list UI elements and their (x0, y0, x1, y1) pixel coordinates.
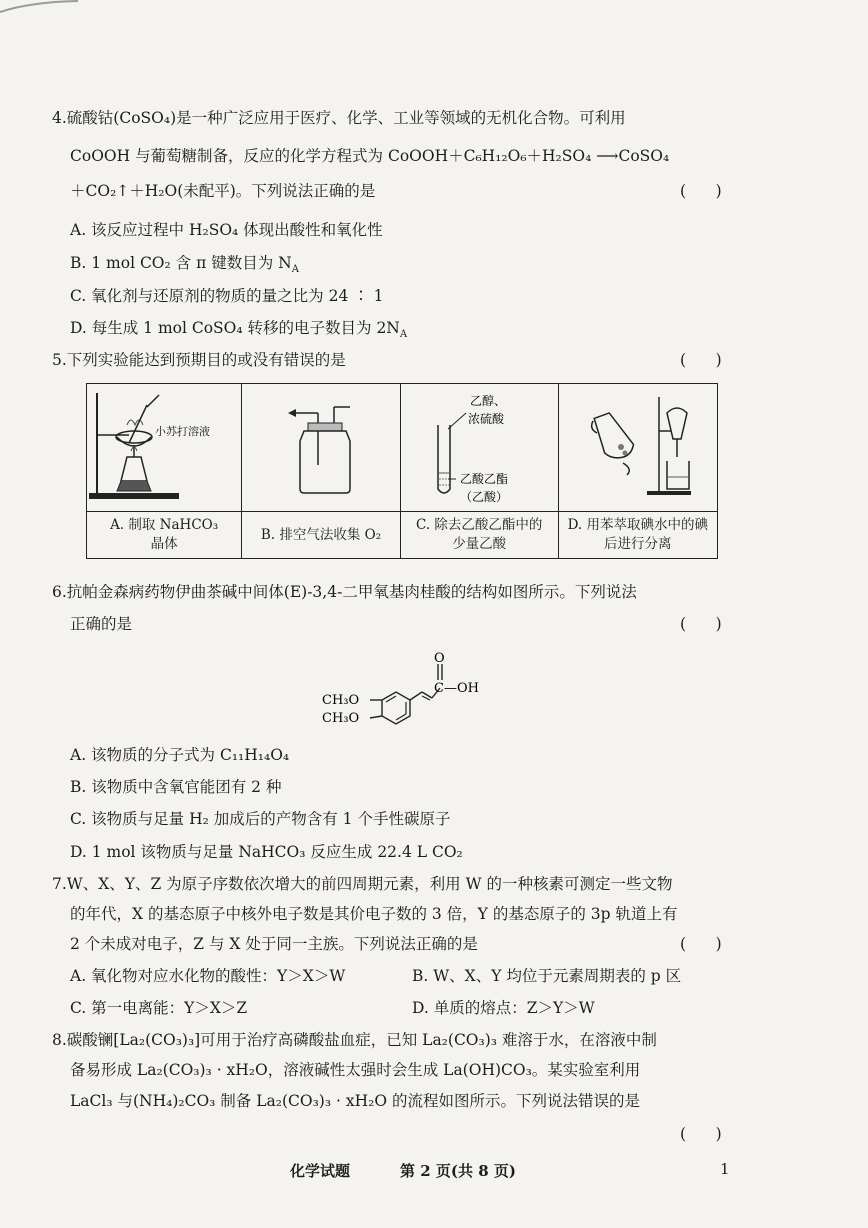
q6-option-d: D. 1 mol 该物质与足量 NaHCO₃ 反应生成 22.4 L CO₂ (70, 843, 463, 861)
q7-option-a: A. 氧化物对应水化物的酸性：Y＞X＞W (70, 967, 346, 985)
q4-option-d-sub: A (399, 329, 408, 341)
footer-corner-number: 1 (720, 1160, 730, 1178)
dimethoxycinnamic-acid-structure (318, 652, 498, 742)
footer-page-number: 第 2 页(共 8 页) (400, 1162, 516, 1180)
q7-option-d: D. 单质的熔点：Z＞Y＞W (412, 999, 595, 1017)
q4-option-d (70, 318, 407, 345)
q5-cap-c-line1: C. 除去乙酸乙酯中的 (415, 517, 543, 533)
q5-option-d-caption (558, 512, 717, 559)
gas-collection-bottle-figure (246, 385, 396, 507)
q7-stem-line2: 的年代，X 的基态原子中核外电子数是其价电子数的 3 倍，Y 的基态原子的 3p 轨道上有 (70, 905, 678, 923)
q5-cap-b: B. 排空气法收集 O₂ (260, 526, 382, 543)
q6-answer-paren: ( ) (680, 615, 722, 633)
q5-stem: 5.下列实验能达到预期目的或没有错误的是 (52, 351, 346, 369)
q4-option-d-text: D. 每生成 1 mol CoSO₄ 转移的电子数目为 2N (70, 319, 400, 337)
q5-figure-c (400, 384, 558, 512)
q4-option-c: C. 氧化剂与还原剂的物质的量之比为 24 ∶ 1 (70, 287, 384, 305)
q7-option-b: B. W、X、Y 均位于元素周期表的 p 区 (412, 967, 682, 985)
q7-stem-line1: 7.W、X、Y、Z 为原子序数依次增大的前四周期元素，利用 W 的一种核素可测定一些文物 (52, 875, 673, 893)
evaporation-apparatus-figure (89, 385, 239, 507)
separatory-funnel-figure (563, 385, 713, 507)
q5-cap-a-line1: A. 制取 NaHCO₃ (110, 517, 219, 533)
label-conc-sulfuric-acid: 浓硫酸 (468, 411, 505, 426)
q7-stem-line3: 2 个未成对电子，Z 与 X 处于同一主族。下列说法正确的是 (70, 935, 478, 953)
q6-option-a: A. 该物质的分子式为 C₁₁H₁₄O₄ (70, 746, 290, 764)
label-acetic-acid: （乙酸） (460, 489, 509, 504)
q5-experiment-table (86, 383, 718, 559)
q7-answer-paren: ( ) (680, 935, 722, 953)
q7-option-c: C. 第一电离能：Y＞X＞Z (70, 999, 248, 1017)
q5-figure-d (558, 384, 717, 512)
methoxy-label-1: CH₃O (322, 693, 360, 708)
q5-cap-d-line1: D. 用苯萃取碘水中的碘 (567, 517, 708, 533)
q4-answer-paren: ( ) (680, 182, 722, 200)
q4-stem-line2: CoOOH 与葡萄糖制备，反应的化学方程式为 CoOOH＋C₆H₁₂O₆＋H₂SO₄ ⟶CoSO₄ (70, 147, 670, 165)
methoxy-label-2: CH₃O (322, 711, 360, 726)
q5-cap-c-line2: 少量乙酸 (452, 536, 507, 552)
q4-stem-line1: 4.硫酸钴(CoSO₄)是一种广泛应用于医疗、化学、工业等领域的无机化合物。可利用 (52, 109, 626, 127)
q4-option-b-sub: A (291, 264, 299, 276)
label-ethanol: 乙醇、 (470, 393, 507, 408)
q8-stem-line2: 备易形成 La₂(CO₃)₃ · xH₂O，溶液碱性太强时会生成 La(OH)CO₃。某实验室利用 (70, 1061, 641, 1079)
q4-option-a: A. 该反应过程中 H₂SO₄ 体现出酸性和氧化性 (70, 221, 383, 239)
q4-option-b (70, 253, 299, 280)
q6-option-c: C. 该物质与足量 H₂ 加成后的产物含有 1 个手性碳原子 (70, 810, 451, 828)
q5-answer-paren: ( ) (680, 351, 722, 369)
carboxyl-group-label: C—OH (434, 681, 479, 696)
q6-stem-line2: 正确的是 (70, 615, 133, 633)
q5-cap-a-line2: 晶体 (150, 536, 178, 552)
test-tube-figure (404, 385, 554, 507)
q5-option-c-caption (400, 512, 558, 559)
carbonyl-oxygen-label: O (434, 652, 445, 666)
q5-figure-a (87, 384, 242, 512)
footer-subject: 化学试题 (290, 1162, 351, 1180)
q6-option-b: B. 该物质中含氧官能团有 2 种 (70, 778, 282, 796)
q4-stem-line3: ＋CO₂↑＋H₂O(未配平)。下列说法正确的是 (70, 182, 376, 200)
page-corner-mark (0, 0, 80, 14)
q5-option-a-caption (87, 512, 242, 559)
label-ethyl-acetate: 乙酸乙酯 (460, 471, 509, 486)
q5-option-b-caption (242, 512, 401, 559)
q8-stem-line1: 8.碳酸镧[La₂(CO₃)₃]可用于治疗高磷酸盐血症，已知 La₂(CO₃)₃ 难溶于水，在溶液中制 (52, 1031, 657, 1049)
label-baking-soda-solution: 小苏打溶液 (155, 424, 211, 438)
q4-option-b-text: B. 1 mol CO₂ 含 π 键数目为 N (70, 254, 292, 272)
q5-cap-d-line2: 后进行分离 (604, 536, 672, 552)
q8-answer-paren: ( ) (680, 1125, 722, 1143)
q8-stem-line3: LaCl₃ 与(NH₄)₂CO₃ 制备 La₂(CO₃)₃ · xH₂O 的流程如图所示。下列说法错误的是 (70, 1092, 640, 1110)
q5-figure-b (242, 384, 401, 512)
q6-stem-line1: 6.抗帕金森病药物伊曲茶碱中间体(E)-3,4-二甲氧基肉桂酸的结构如图所示。下列说法 (52, 583, 637, 601)
